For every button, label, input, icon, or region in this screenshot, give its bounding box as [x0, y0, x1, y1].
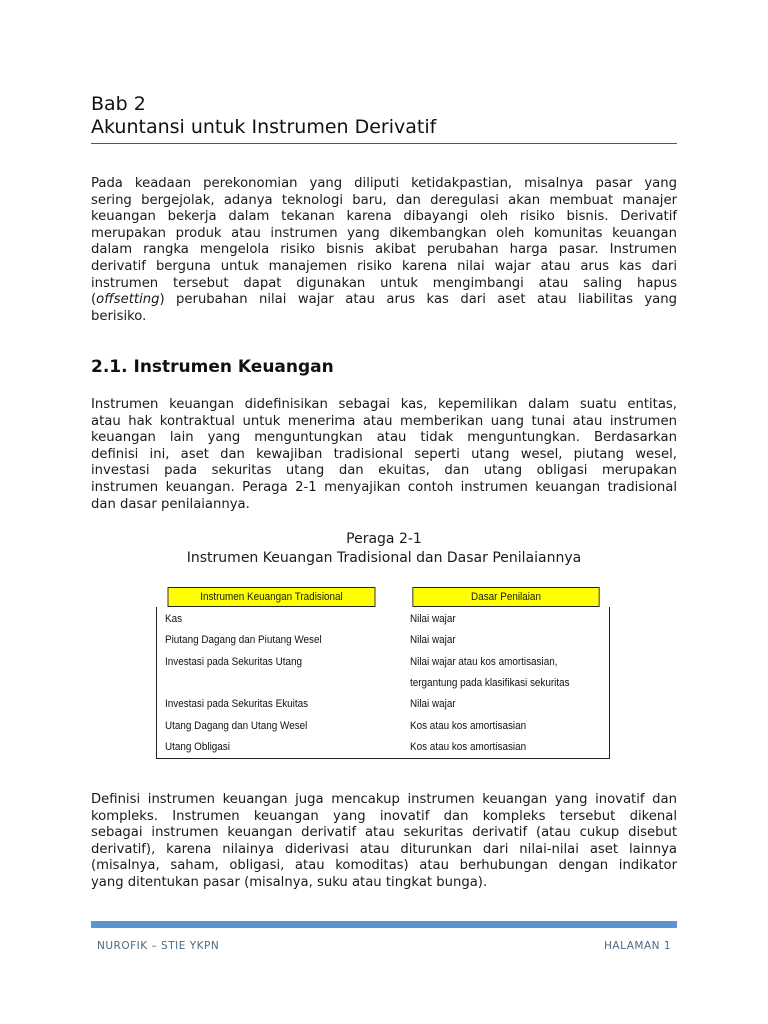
footer-page-number: HALAMAN 1	[604, 940, 671, 952]
text-line: dalam rangka mengelola risiko bisnis akibat perubahan harga pasar. Instrumen	[91, 242, 677, 258]
table-cell-instrument: Kas	[165, 613, 183, 625]
table-header-instrument: Instrumen Keuangan Tradisional	[168, 587, 376, 607]
title-rule	[91, 143, 677, 144]
figure-title: Instrumen Keuangan Tradisional dan Dasar Penilaiannya	[186, 550, 582, 566]
intro-paragraph	[91, 176, 677, 325]
footer-bar	[91, 921, 677, 928]
table-cell-instrument: Piutang Dagang dan Piutang Wesel	[165, 634, 322, 646]
table-cell-instrument: Utang Obligasi	[165, 741, 230, 753]
text-line: (misalnya, saham, obligasi, atau komoditas) atau berhubungan dengan indikator	[91, 858, 677, 874]
text-line: derivatif), karena nilainya diderivasi atau diturunkan dari nilai-nilai aset lainnya	[91, 841, 677, 857]
text-line: merupakan produk atau instrumen yang dikembangkan oleh komunitas keuangan	[91, 225, 677, 241]
table-cell-basis: Nilai wajar	[410, 634, 456, 646]
table-cell-basis: tergantung pada klasifikasi sekuritas	[410, 677, 570, 689]
text-line: sering bergejolak, adanya teknologi baru, dan deregulasi akan membuat manajer	[91, 192, 677, 208]
table-cell-basis: Nilai wajar	[410, 698, 456, 710]
table-cell-instrument: Investasi pada Sekuritas Ekuitas	[165, 698, 309, 710]
table-body	[156, 607, 610, 759]
text-line: instrumen tersebut dapat digunakan untuk mengimbangi atau saling hapus	[91, 275, 677, 291]
table-cell-instrument: Investasi pada Sekuritas Utang	[165, 656, 303, 668]
text-line: instrumen keuangan. Peraga 2-1 menyajikan contoh instrumen keuangan tradisional	[91, 479, 677, 495]
section-heading: 2.1. Instrumen Keuangan	[91, 357, 334, 377]
table-cell-basis: Kos atau kos amortisasian	[410, 741, 527, 753]
table-cell-basis: Nilai wajar atau kos amortisasian,	[410, 656, 558, 668]
text-line: (offsetting) perubahan nilai wajar atau arus kas dari aset atau liabilitas yang	[91, 292, 677, 308]
text-line: Instrumen keuangan didefinisikan sebagai kas, kepemilikan dalam suatu entitas,	[91, 397, 677, 412]
table-cell-basis: Kos atau kos amortisasian	[410, 720, 527, 732]
closing-paragraph	[91, 792, 677, 892]
chapter-heading	[91, 93, 436, 139]
text-line: yang ditentukan pasar (misalnya, suku atau tingkat bunga).	[91, 874, 488, 890]
text-line: dan dasar penilaiannya.	[91, 496, 250, 512]
text-line: Definisi instrumen keuangan juga mencakup instrumen keuangan yang inovatif dan	[91, 792, 677, 807]
table-cell-basis: Nilai wajar	[410, 613, 456, 625]
footer-author: NUROFIK – STIE YKPN	[97, 940, 220, 952]
text-line: definisi ini, aset dan kewajiban tradisional seperti utang wesel, piutang wesel,	[91, 446, 677, 462]
text-line: Pada keadaan perekonomian yang diliputi ketidakpastian, misalnya pasar yang	[91, 176, 677, 191]
text-line: kompleks. Instrumen keuangan yang inovatif dan kompleks tersebut dikenal	[91, 808, 677, 824]
text-line: berisiko.	[91, 308, 147, 324]
table-cell-instrument: Utang Dagang dan Utang Wesel	[165, 720, 308, 732]
chapter-number: Bab 2	[91, 93, 146, 115]
text-line: keuangan bekerja dalam tekanan karena dibayangi oleh risiko bisnis. Derivatif	[91, 209, 677, 225]
text-line: atau hak kontraktual untuk menerima atau memberikan uang tunai atau instrumen	[91, 413, 677, 429]
section-paragraph	[91, 397, 677, 513]
chapter-title: Akuntansi untuk Instrumen Derivatif	[91, 116, 437, 138]
text-line: investasi pada sekuritas utang dan ekuitas, dan utang obligasi merupakan	[91, 463, 677, 479]
table-header-basis: Dasar Penilaian	[412, 587, 599, 607]
valuation-table	[156, 587, 610, 759]
text-line: sebagai instrumen keuangan derivatif atau sekuritas derivatif (atau cukup disebut	[91, 825, 677, 841]
text-line: keuangan lain yang menguntungkan atau tidak menguntungkan. Berdasarkan	[91, 430, 677, 446]
figure-label: Peraga 2-1	[346, 531, 422, 547]
text-line: derivatif berguna untuk manajemen risiko karena nilai wajar atau arus kas dari	[91, 258, 677, 274]
